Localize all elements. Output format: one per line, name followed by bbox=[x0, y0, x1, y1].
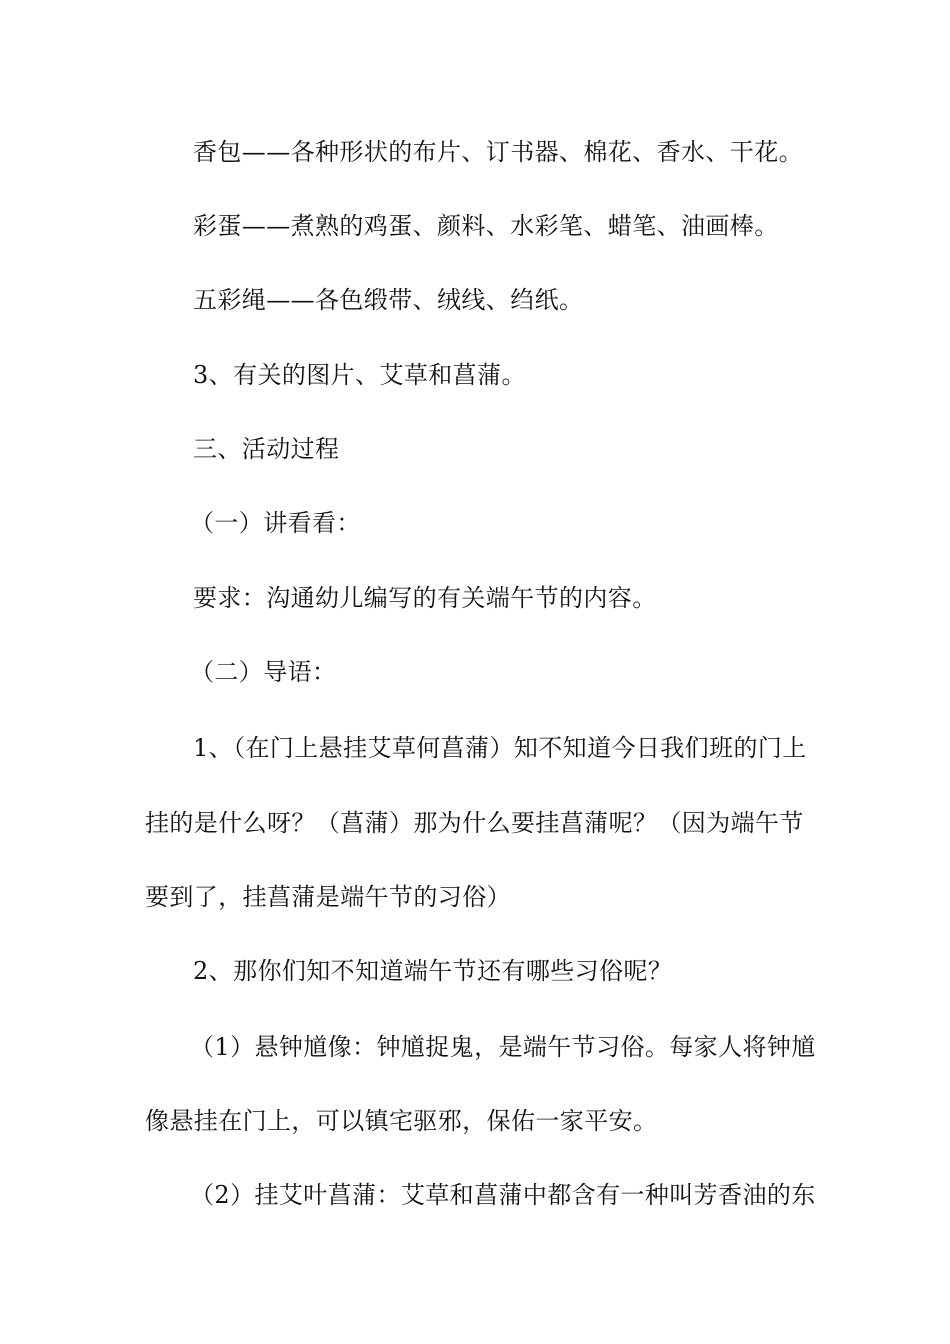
paragraph-line-7: 要求：沟通幼儿编写的有关端午节的内容。 bbox=[193, 584, 657, 612]
paragraph-line-13: （1）悬钟馗像：钟馗捉鬼，是端午节习俗。每家人将钟馗 bbox=[190, 1033, 816, 1061]
paragraph-line-10: 挂的是什么呀？（菖蒲）那为什么要挂菖蒲呢？（因为端午节 bbox=[145, 809, 804, 837]
paragraph-line-2: 彩蛋——煮熟的鸡蛋、颜料、水彩笔、蜡笔、油画棒。 bbox=[193, 212, 779, 240]
section-heading: 三、活动过程 bbox=[193, 435, 340, 463]
paragraph-line-9: 1、（在门上悬挂艾草何菖蒲）知不知道今日我们班的门上 bbox=[193, 734, 807, 762]
paragraph-line-3: 五彩绳——各色缎带、绒线、绉纸。 bbox=[193, 286, 584, 314]
subsection-heading-1: （一）讲看看： bbox=[190, 509, 361, 537]
paragraph-line-11: 要到了，挂菖蒲是端午节的习俗） bbox=[145, 883, 511, 911]
paragraph-line-14: 像悬挂在门上，可以镇宅驱邪，保佑一家平安。 bbox=[145, 1107, 658, 1135]
paragraph-line-12: 2、那你们知不知道端午节还有哪些习俗呢？ bbox=[193, 957, 673, 985]
subsection-heading-2: （二）导语： bbox=[190, 658, 337, 686]
paragraph-line-15: （2）挂艾叶菖蒲：艾草和菖蒲中都含有一种叫芳香油的东 bbox=[190, 1181, 816, 1209]
paragraph-line-4: 3、有关的图片、艾草和菖蒲。 bbox=[193, 361, 526, 389]
paragraph-line-1: 香包——各种形状的布片、订书器、棉花、香水、干花。 bbox=[193, 138, 803, 166]
